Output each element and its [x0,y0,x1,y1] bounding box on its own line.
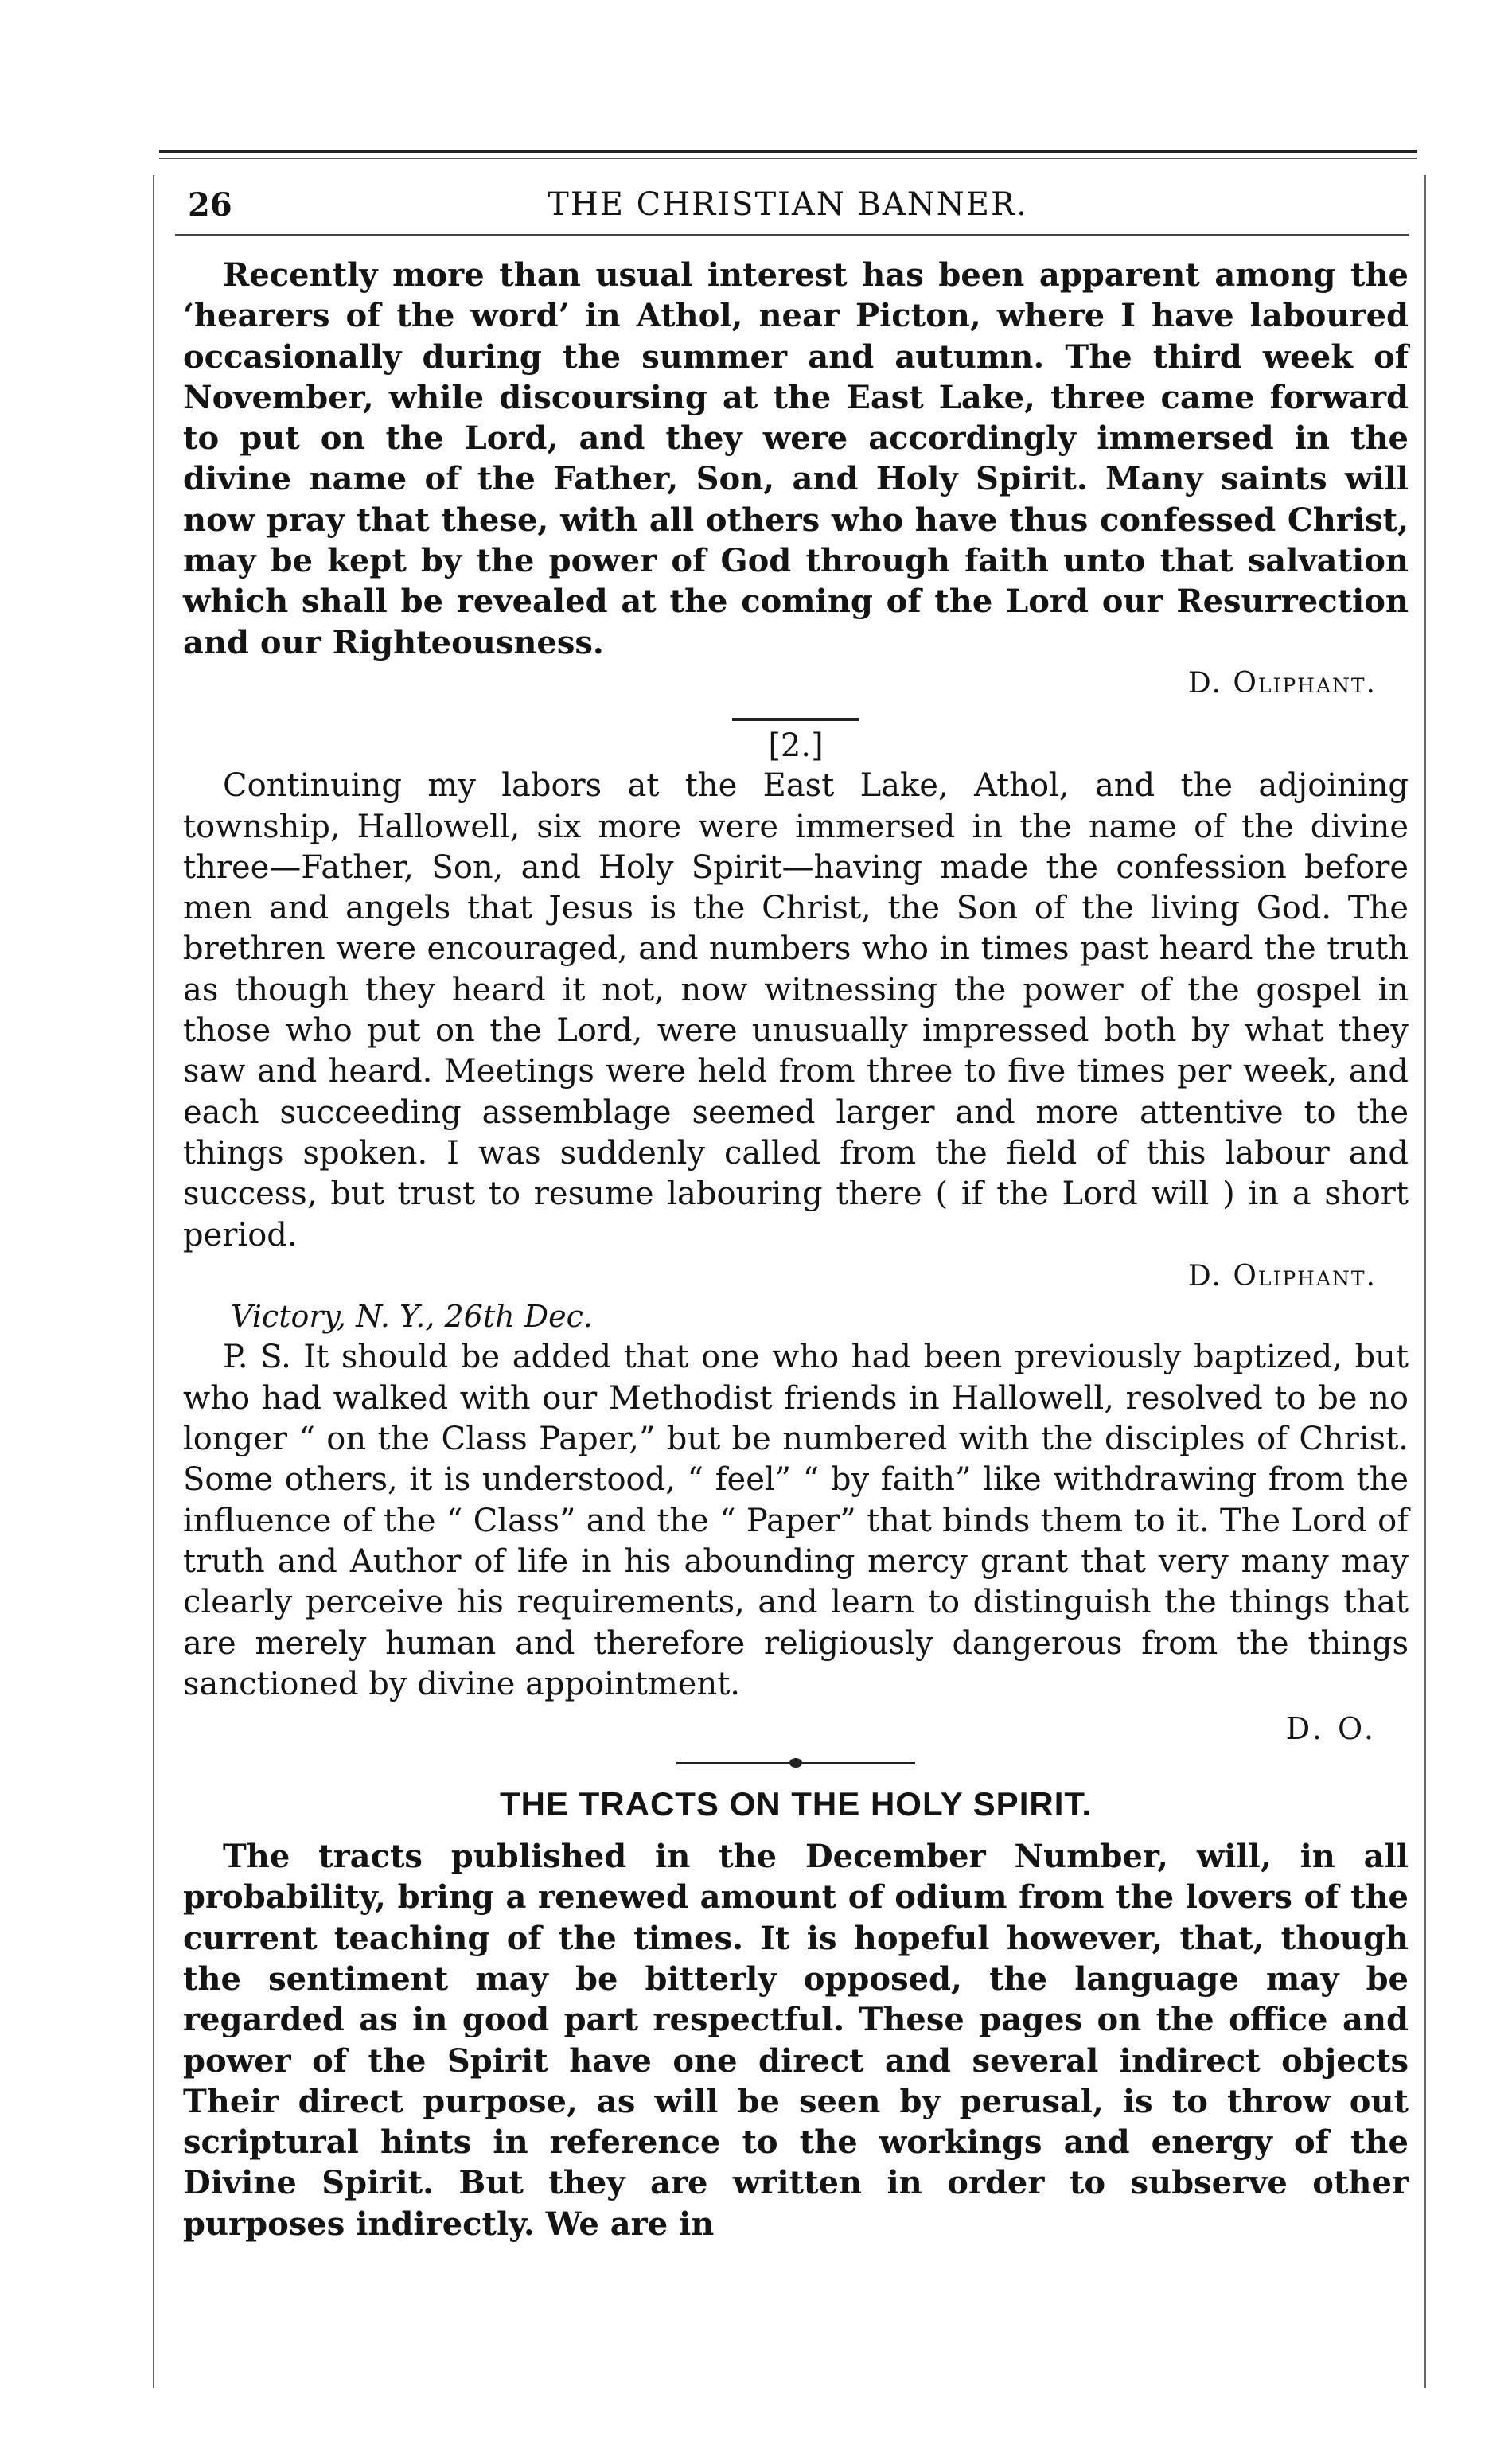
page-number: 26 [188,186,232,224]
postscript-initials: D. O. [1285,1711,1377,1747]
separator-rule [732,718,859,721]
header-rule [175,234,1409,236]
page-header [159,183,1417,231]
ornament-dot [789,1758,802,1768]
postscript-paragraph: P. S. It should be added that one who had been previously baptized, but who had walked with our Methodist friends in Hallowell, resolved to be no longer “ on the Class Paper,” but be numbered with the disciples of Christ. Some others, it is understood, “ feel” “ by faith” like withdrawing from the influence of the “ Class” and the “ Paper” that binds them to it. The Lord of truth and Author of life in his abounding mercy grant that very many may clearly perceive his requirements, and learn to distinguish the things that are merely human and therefore religiously dangerous from the things sanctioned by divine appointment. [183,1339,1409,1702]
article-2-label: [2.] [768,727,824,765]
article-3-paragraph: The tracts published in the December Number, will, in all probability, bring a renewed amount of odium from the lovers of the current teaching of the times. It is hopeful however, that, though the sentiment may be bitterly opposed, the language may be regarded as in good part respectful. These pages on the office and power of the Spirit have one direct and several indirect objects Their direct purpose, as will be seen by perusal, is to throw out scriptural hints in reference to the workings and energy of the Divine Spirit. But they are written in order to subserve other purposes indirectly. We are in [183,1838,1409,2243]
article-1-paragraph: Recently more than usual interest has been apparent among the ‘hearers of the word’ in Athol, near Picton, where I have laboured occasionally during the summer and autumn. The third week of November, while discoursing at the East Lake, three came forward to put on the Lord, and they were accordingly immersed in the divine name of the Father, Son, and Holy Spirit. Many saints will now pray that these, with all others who have thus confessed Christ, may be kept by the power of God through faith unto that salvation which shall be revealed at the coming of the Lord our Resurrection and our Righteousness. [183,256,1409,661]
article-1-signature: D. Oliphant. [1187,666,1377,700]
top-rule-thin [159,158,1417,159]
page [159,135,1417,2412]
running-title: THE CHRISTIAN BANNER. [548,186,1028,223]
separator-rule-ornament [676,1762,915,1764]
article-2-paragraph: Continuing my labors at the East Lake, Athol, and the adjoining township, Hallowell, six more were immersed in the name of the divine three—Father, Son, and Holy Spirit—having made the confession before men and angels that Jesus is the Christ, the Son of the living God. The brethren were encouraged, and numbers who in times past heard the truth as though they heard it not, now witnessing the power of the gospel in those who put on the Lord, were unusually impressed both by what they saw and heard. Meetings were held from three to five times per week, and each succeeding assemblage seemed larger and more attentive to the things spoken. I was suddenly called from the field of this labour and success, but trust to resume labouring there ( if the Lord will ) in a short period. [183,767,1409,1254]
section-title: THE TRACTS ON THE HOLY SPIRIT. [499,1785,1093,1823]
right-border [1424,175,1426,2388]
article-2-dateline: Victory, N. Y., 26th Dec. [231,1299,593,1335]
top-rule [159,150,1417,153]
page-body [183,255,1409,2244]
left-border [153,175,154,2388]
article-2-signature: D. Oliphant. [1187,1259,1377,1293]
